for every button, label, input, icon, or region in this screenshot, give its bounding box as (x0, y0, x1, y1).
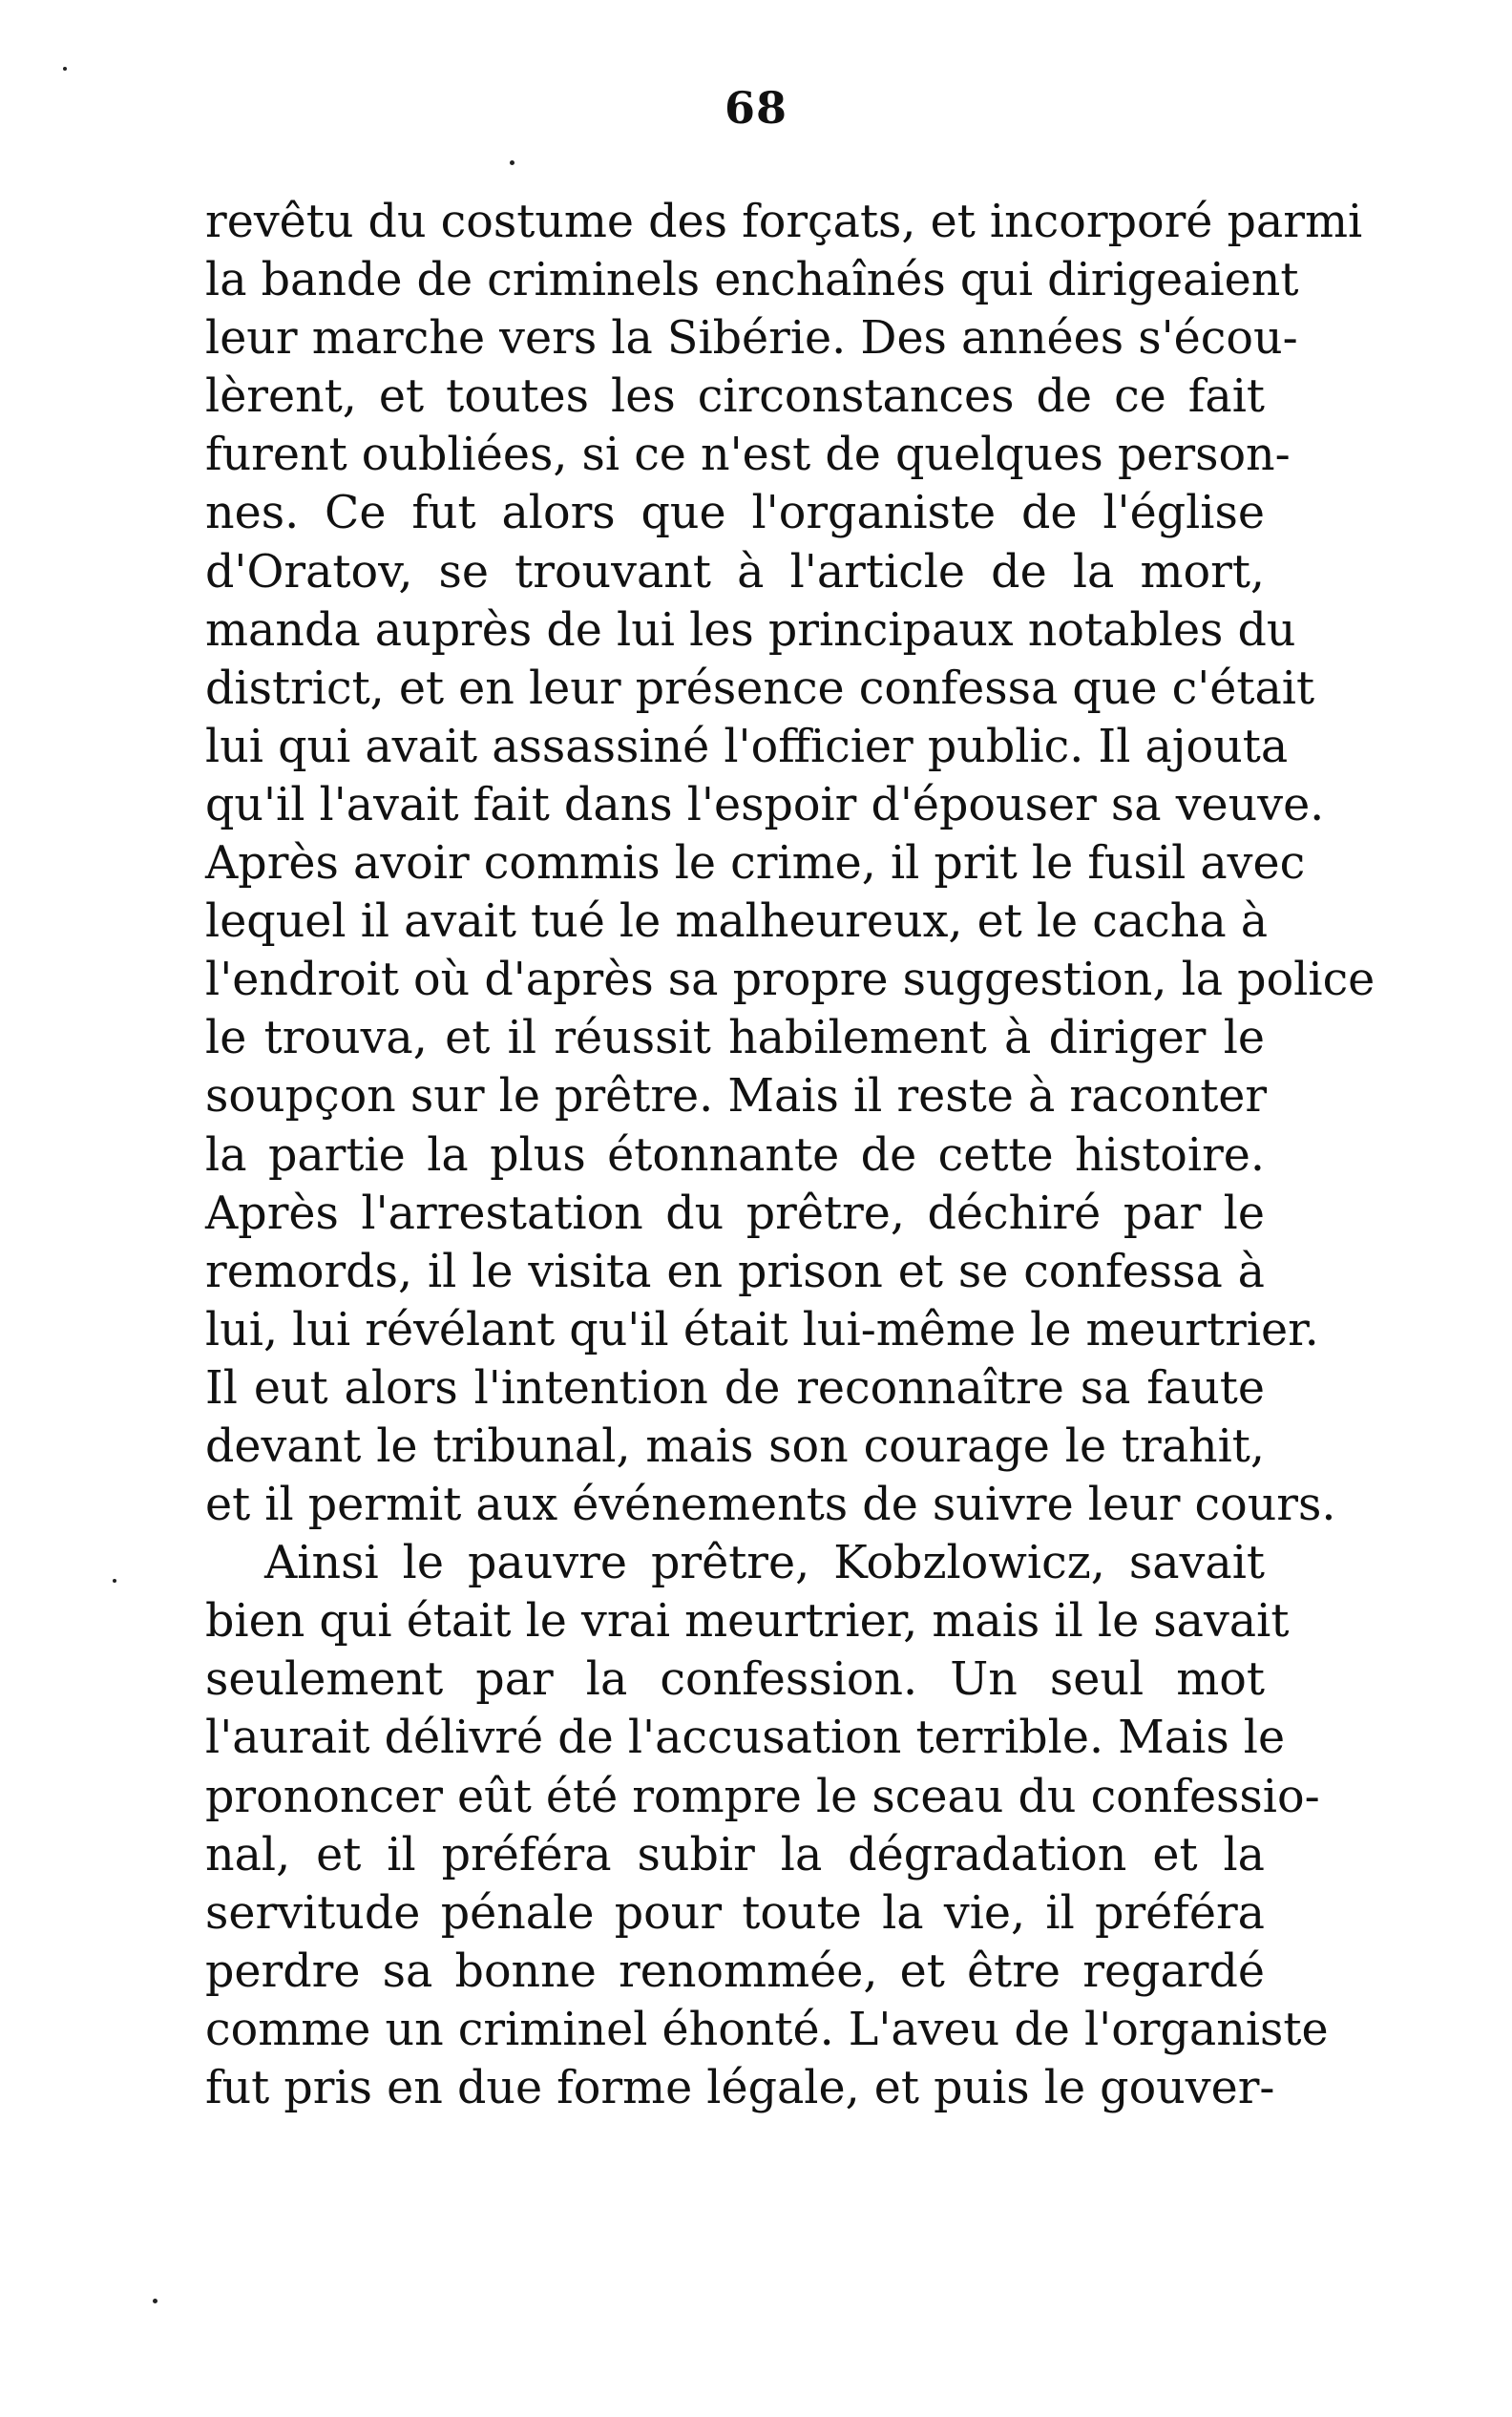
text-line: d'Oratov, se trouvant à l'article de la mort, (205, 545, 1265, 599)
text-line: revêtu du costume des forçats, et incorporé parmi (205, 196, 1363, 248)
text-line: l'endroit où d'après sa propre suggestion, la police (205, 954, 1376, 1007)
text-line: manda auprès de lui les principaux notables du (205, 603, 1296, 657)
text-line: la partie la plus étonnante de cette histoire. (205, 1128, 1265, 1182)
text-line: Après avoir commis le crime, il prit le fusil avec (205, 837, 1306, 891)
text-line: la bande de criminels enchaînés qui dirigeaient (205, 254, 1299, 307)
text-line: Après l'arrestation du prêtre, déchiré par le (205, 1187, 1265, 1240)
text-line: fut pris en due forme légale, et puis le gouver- (205, 2062, 1275, 2114)
text-line: lui, lui révélant qu'il était lui-même le meurtrier. (205, 1303, 1319, 1356)
page-number: 68 (724, 82, 788, 134)
text-line: leur marche vers la Sibérie. Des années s'écou- (205, 312, 1298, 366)
text-line: nal, et il préféra subir la dégradation et la (205, 1828, 1265, 1881)
scan-speck (153, 2299, 158, 2303)
scan-speck (510, 160, 514, 165)
paragraph-end-line: et il permit aux événements de suivre leur cours. (205, 1479, 1336, 1532)
text-line: qu'il l'avait fait dans l'espoir d'épouser sa veuve. (205, 778, 1325, 831)
body-text (205, 193, 1376, 2117)
text-line: devant le tribunal, mais son courage le trahit, (205, 1419, 1265, 1473)
text-line: l'aurait délivré de l'accusation terrible. Mais le (205, 1712, 1286, 1765)
text-line: soupçon sur le prêtre. Mais il reste à raconter (205, 1070, 1268, 1124)
text-line: Il eut alors l'intention de reconnaître sa faute (205, 1361, 1265, 1415)
text-line: remords, il le visita en prison et se confessa à (205, 1245, 1265, 1298)
text-line: le trouva, et il réussit habilement à diriger le (205, 1012, 1265, 1065)
text-line: comme un criminel éhonté. L'aveu de l'organiste (205, 2003, 1329, 2056)
text-line: perdre sa bonne renommée, et être regardé (205, 1944, 1265, 1998)
text-line: lui qui avait assassiné l'officier public. Il ajouta (205, 720, 1289, 773)
text-line: lèrent, et toutes les circonstances de ce fait (205, 370, 1265, 424)
text-line: lequel il avait tué le malheureux, et le cacha à (205, 895, 1269, 949)
text-line: seulement par la confession. Un seul mot (205, 1653, 1265, 1707)
text-line: servitude pénale pour toute la vie, il préféra (205, 1886, 1265, 1940)
text-line: nes. Ce fut alors que l'organiste de l'église (205, 487, 1265, 540)
text-line: district, et en leur présence confessa que c'était (205, 662, 1315, 715)
scan-speck (113, 1579, 116, 1583)
text-line: furent oubliées, si ce n'est de quelques person- (205, 429, 1291, 482)
text-line: prononcer eût été rompre le sceau du confessio- (205, 1770, 1320, 1823)
paragraph-start-line: Ainsi le pauvre prêtre, Kobzlowicz, savait (264, 1537, 1265, 1590)
text-line: bien qui était le vrai meurtrier, mais il le savait (205, 1595, 1290, 1649)
scan-speck (63, 67, 67, 71)
